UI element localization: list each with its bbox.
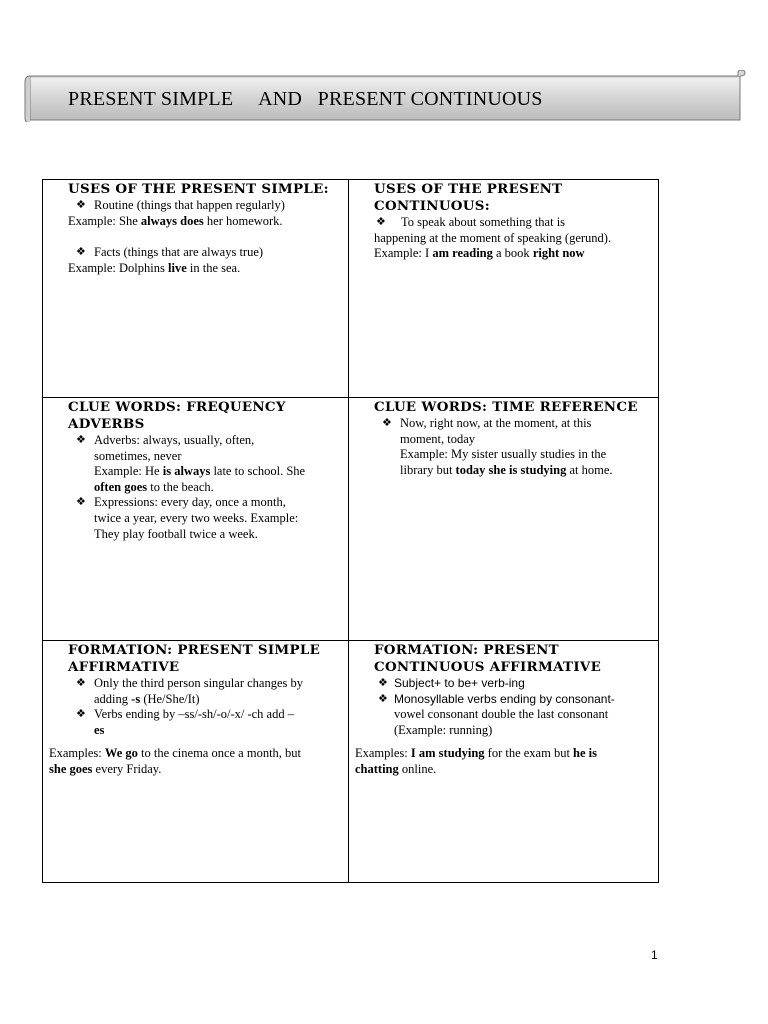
cell-clue-words-frequency [43, 398, 349, 641]
cell-heading: CLUE WORDS: TIME REFERENCE [374, 399, 638, 415]
example-text: Examples: I am studying for the exam but he is chatting online. [355, 746, 598, 776]
example-text: Example: My sister usually studies in the [400, 447, 607, 462]
example-text: Example: He is always late to school. She [94, 464, 306, 479]
page-number: 1 [651, 948, 658, 962]
cell-formation-present-simple [43, 641, 349, 882]
cell-clue-words-time-reference [349, 398, 659, 641]
grammar-table [42, 179, 659, 883]
example-text: Examples: We go to the cinema once a month, but she goes every Friday. [49, 746, 302, 776]
list-item: ❖ Now, right now, at the moment, at this moment, today Example: My sister usually studies in the library but today she is studying at home. [355, 416, 653, 478]
list-item: ❖ Routine (things that happen regularly) [76, 198, 285, 212]
list-item: ❖ Facts (things that are always true) [76, 245, 264, 260]
cell-heading: CLUE WORDS: FREQUENCY ADVERBS [68, 399, 286, 432]
example-text: Example: She always does her homework. [68, 213, 283, 228]
example-text: Example: I am reading a book right now [374, 246, 585, 261]
bullet-diamond-icon: ❖ [76, 434, 86, 446]
cell-heading: USES OF THE PRESENT SIMPLE: [68, 181, 329, 197]
cell-heading: FORMATION: PRESENT SIMPLE AFFIRMATIVE [68, 642, 321, 675]
cell-heading: USES OF THE PRESENT CONTINUOUS: [374, 181, 563, 214]
list-item: ❖ To speak about something that is [376, 215, 566, 229]
bullet-diamond-icon: ❖ [376, 216, 386, 228]
bullet-diamond-icon: ❖ [76, 199, 86, 211]
list-item: ❖ Only the third person singular changes by adding -s (He/She/It) [76, 676, 303, 706]
list-item: ❖ Subject+ to be+ verb-ing [378, 676, 525, 690]
bullet-diamond-icon: ❖ [382, 417, 392, 429]
page-title: PRESENT SIMPLE AND PRESENT CONTINUOUS [68, 88, 543, 110]
cell-formation-present-continuous [349, 641, 659, 882]
list-item-continuation: happening at the moment of speaking (gerund). [374, 230, 612, 245]
bullet-diamond-icon: ❖ [378, 692, 388, 705]
list-item: ❖ Adverbs: always, usually, often, sometimes, never Example: He is always late to school. She often goes to the beach. [49, 433, 342, 495]
bullet-diamond-icon: ❖ [76, 496, 86, 509]
bullet-diamond-icon: ❖ [378, 677, 388, 689]
example-text: Example: Dolphins live in the sea. [68, 260, 241, 275]
bullet-diamond-icon: ❖ [76, 708, 86, 721]
cell-heading: FORMATION: PRESENT CONTINUOUS AFFIRMATIVE [374, 642, 602, 675]
cell-uses-present-simple [43, 180, 349, 398]
list-item: ❖ Verbs ending by –ss/-sh/-o/-x/ -ch add – es [76, 707, 294, 737]
title-banner [24, 70, 746, 122]
bullet-diamond-icon: ❖ [76, 246, 86, 259]
bullet-diamond-icon: ❖ [76, 677, 86, 689]
cell-uses-present-continuous [349, 180, 659, 398]
list-item: ❖ Monosyllable verbs ending by consonant- vowel consonant double the last consonant (Example: running) [378, 691, 615, 737]
list-item: ❖ Expressions: every day, once a month, twice a year, every two weeks. Example: They play football twice a week. [76, 495, 299, 541]
